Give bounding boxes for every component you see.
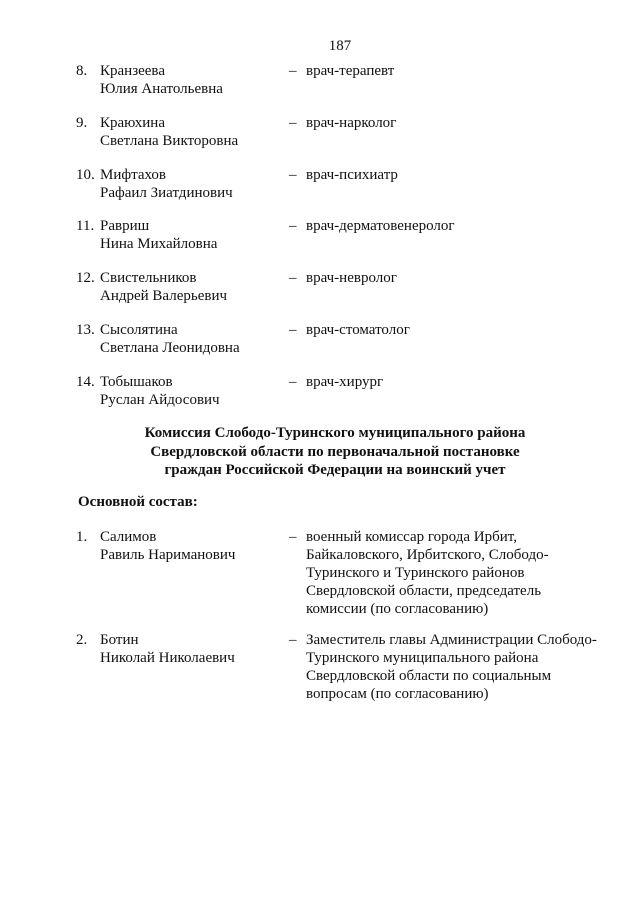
person-name: Тобышаков Руслан Айдосович <box>100 374 220 408</box>
person-name: Свистельников Андрей Валерьевич <box>100 270 228 304</box>
dash: – <box>289 529 297 545</box>
role: военный комиссар города Ирбит, Байкаловского, Ирбитского, Слободо- Туринского и Туринского районов Свердловской области, председатель комиссии (по согласованию) <box>306 529 549 617</box>
role: врач-стоматолог <box>306 322 410 338</box>
role: врач-нарколог <box>306 115 397 131</box>
dash: – <box>289 218 297 234</box>
item-number: 9. <box>76 115 88 131</box>
role: врач-дерматовенеролог <box>306 218 455 234</box>
item-number: 14. <box>76 374 95 390</box>
role: врач-психиатр <box>306 167 398 183</box>
person-name: Сысолятина Светлана Леонидовна <box>100 322 240 356</box>
dash: – <box>289 167 297 183</box>
dash: – <box>289 63 297 79</box>
section-title: Комиссия Слободо-Туринского муниципального района Свердловской области по первоначальной постановке граждан Российской Федерации на воинский учет <box>144 425 526 478</box>
section-subheading: Основной состав: <box>78 494 198 510</box>
dash: – <box>289 374 297 390</box>
item-number: 1. <box>76 529 88 545</box>
item-number: 10. <box>76 167 95 183</box>
person-name: Кранзеева Юлия Анатольевна <box>100 63 223 97</box>
person-name: Равриш Нина Михайловна <box>100 218 218 252</box>
item-number: 12. <box>76 270 95 286</box>
person-name: Мифтахов Рафаил Зиатдинович <box>100 167 233 201</box>
item-number: 13. <box>76 322 95 338</box>
person-name: Краюхина Светлана Викторовна <box>100 115 239 149</box>
dash: – <box>289 632 297 648</box>
person-name: Ботин Николай Николаевич <box>100 632 235 666</box>
item-number: 8. <box>76 63 88 79</box>
dash: – <box>289 322 297 338</box>
role: Заместитель главы Администрации Слободо- Туринского муниципального района Свердловской области по социальным вопросам (по согласованию) <box>306 632 597 702</box>
role: врач-терапевт <box>306 63 395 79</box>
item-number: 2. <box>76 632 88 648</box>
item-number: 11. <box>76 218 95 234</box>
dash: – <box>289 270 297 286</box>
dash: – <box>289 115 297 131</box>
role: врач-невролог <box>306 270 397 286</box>
role: врач-хирург <box>306 374 384 390</box>
person-name: Салимов Равиль Нариманович <box>100 529 236 563</box>
page-number: 187 <box>328 38 352 54</box>
